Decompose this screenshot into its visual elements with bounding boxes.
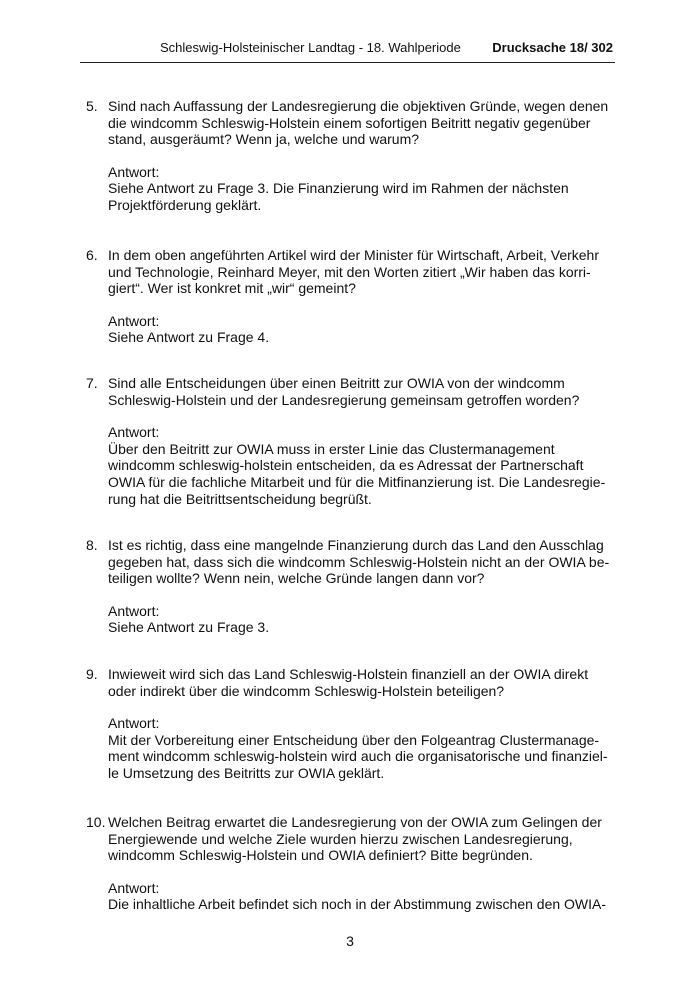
question-text	[108, 375, 618, 408]
question-line: windcomm Schleswig-Holstein und OWIA definiert? Bitte begründen.	[108, 847, 533, 864]
answer-line: Über den Beitritt zur OWIA muss in erster Linie das Clustermanagement	[108, 440, 555, 457]
page-number: 3	[346, 933, 354, 949]
question-line: stand, ausgeräumt? Wenn ja, welche und warum?	[108, 131, 420, 148]
question-line: oder indirekt über die windcomm Schleswig-Holstein beteiligen?	[108, 682, 505, 699]
question-number: 8.	[86, 537, 98, 553]
answer-line: Mit der Vorbereitung einer Entscheidung über den Folgeantrag Clustermanage-	[108, 731, 600, 748]
answer-text	[108, 619, 618, 636]
question-line: Inwieweit wird sich das Land Schleswig-Holstein finanziell an der OWIA direkt	[108, 666, 589, 682]
answer-line: rung hat die Beitrittsentscheidung begrüßt.	[108, 490, 372, 507]
answer-label: Antwort:	[108, 879, 160, 896]
question-text	[108, 814, 618, 864]
question-line: Welchen Beitrag erwartet die Landesregierung von der OWIA zum Gelingen der	[108, 814, 602, 830]
answer-line: windcomm schleswig-holstein entscheiden, da es Adressat der Partnerschaft	[108, 457, 584, 474]
answer-line: ment windcomm schleswig-holstein wird auch die organisatorische und finanziel-	[108, 748, 608, 765]
question-line: die windcomm Schleswig-Holstein einem sofortigen Beitritt negativ gegenüber	[108, 114, 591, 131]
question-line: teiligen wollte? Wenn nein, welche Gründe langen dann vor?	[108, 570, 485, 587]
question-number: 7.	[86, 375, 98, 391]
answer-text	[108, 441, 618, 507]
answer-line: Siehe Antwort zu Frage 3.	[108, 619, 270, 636]
answer-label: Antwort:	[108, 715, 160, 732]
page-header	[80, 34, 615, 63]
header-title: Schleswig-Holsteinischer Landtag - 18. Wahlperiode	[160, 40, 461, 55]
question-line: Schleswig-Holstein und der Landesregierung gemeinsam getroffen worden?	[108, 391, 580, 408]
answer-text	[108, 732, 618, 782]
answer-label: Antwort:	[108, 602, 160, 619]
question-line: In dem oben angeführten Artikel wird der Minister für Wirtschaft, Arbeit, Verkehr	[108, 247, 599, 263]
answer-text	[108, 896, 618, 913]
question-number: 9.	[86, 666, 98, 682]
question-text	[108, 537, 618, 587]
question-text	[108, 98, 618, 148]
answer-line: OWIA für die fachliche Mitarbeit und für die Mitfinanzierung ist. Die Landesregie-	[108, 473, 606, 490]
answer-line: Siehe Antwort zu Frage 4.	[108, 329, 270, 346]
answer-text	[108, 180, 618, 213]
drucksache-number: Drucksache 18/ 302	[492, 40, 613, 55]
question-line: und Technologie, Reinhard Meyer, mit den Worten zitiert „Wir haben das korri-	[108, 263, 591, 280]
answer-label: Antwort:	[108, 424, 160, 441]
answer-line: Die inhaltliche Arbeit befindet sich noch in der Abstimmung zwischen den OWIA-	[108, 896, 607, 913]
question-line: gegeben hat, dass sich die windcomm Schleswig-Holstein nicht an der OWIA be-	[108, 553, 610, 570]
question-line: giert“. Wer ist konkret mit „wir“ gemeint?	[108, 280, 356, 297]
question-text	[108, 666, 618, 699]
question-number: 10.	[86, 814, 106, 830]
answer-label: Antwort:	[108, 163, 160, 180]
question-line: Ist es richtig, dass eine mangelnde Finanzierung durch das Land den Ausschlag	[108, 537, 604, 553]
answer-label: Antwort:	[108, 312, 160, 329]
answer-text	[108, 329, 618, 346]
answer-line: le Umsetzung des Beitritts zur OWIA geklärt.	[108, 764, 385, 781]
answer-line: Projektförderung geklärt.	[108, 196, 262, 213]
question-number: 5.	[86, 98, 98, 114]
answer-line: Siehe Antwort zu Frage 3. Die Finanzierung wird im Rahmen der nächsten	[108, 180, 569, 197]
question-line: Sind alle Entscheidungen über einen Beitritt zur OWIA von der windcomm	[108, 375, 565, 391]
question-line: Sind nach Auffassung der Landesregierung die objektiven Gründe, wegen denen	[108, 98, 609, 114]
question-text	[108, 247, 618, 297]
question-number: 6.	[86, 247, 98, 263]
question-line: Energiewende und welche Ziele wurden hierzu zwischen Landesregierung,	[108, 830, 573, 847]
